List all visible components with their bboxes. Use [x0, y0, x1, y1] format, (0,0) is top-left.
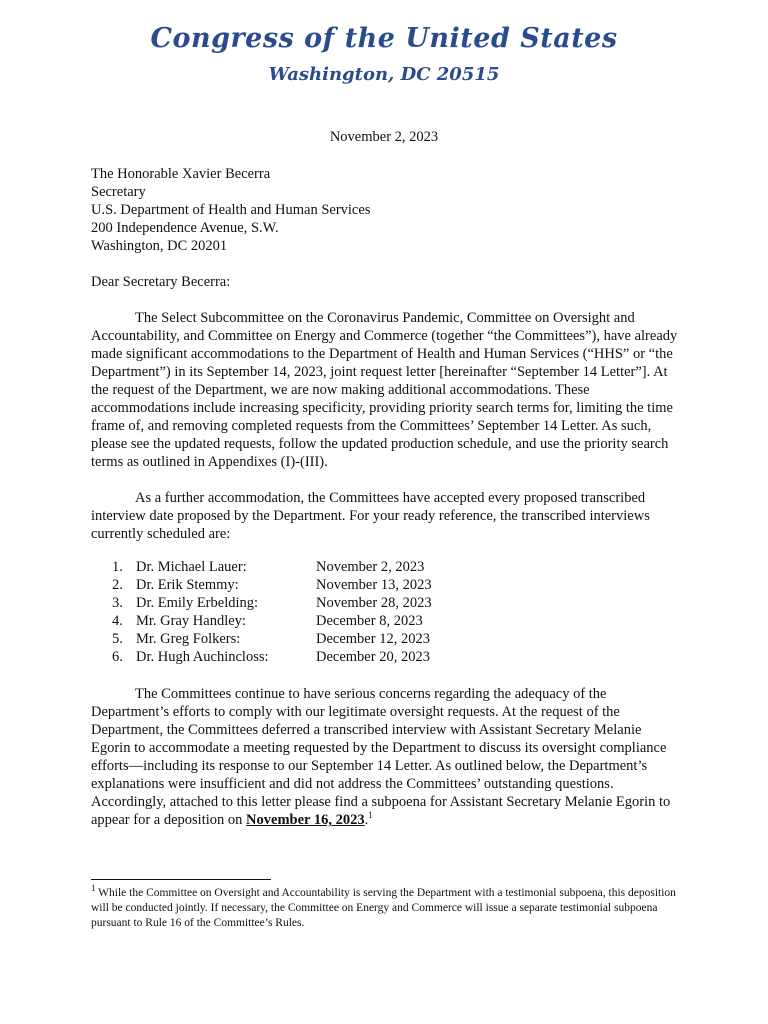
address-line: Washington, DC 20201	[91, 238, 228, 254]
deposition-date: November 16, 2023	[246, 812, 365, 828]
list-number: 2.	[112, 577, 123, 593]
footnote-text: While the Committee on Oversight and Accountability is serving the Department with a testimonial subpoena, this deposition will be conducted jointly. If necessary, the Committee on Energy and Commerce will issue a separate testimonial subpoena pursuant to Rule 16 of the Committee’s Rules.	[91, 887, 676, 929]
list-number: 3.	[112, 595, 123, 611]
interview-date: December 8, 2023	[316, 613, 423, 629]
list-number: 1.	[112, 559, 123, 575]
interview-date: November 28, 2023	[316, 595, 432, 611]
interviewee-name: Mr. Gray Handley:	[136, 613, 246, 629]
interviewee-name: Dr. Hugh Auchincloss:	[136, 649, 269, 665]
list-number: 5.	[112, 631, 123, 647]
list-item	[112, 594, 516, 612]
interviewee-name: Dr. Emily Erbelding:	[136, 595, 259, 611]
interview-list	[112, 558, 516, 666]
interview-date: November 2, 2023	[316, 559, 425, 575]
letterhead-subtitle: Washington, DC 20515	[268, 64, 500, 85]
footnote-reference: 1	[368, 810, 373, 821]
list-number: 4.	[112, 613, 123, 629]
recipient-address	[91, 165, 681, 255]
list-item	[112, 558, 516, 576]
letterhead-title: Congress of the United States	[150, 23, 618, 54]
address-line: 200 Independence Avenue, S.W.	[91, 220, 279, 236]
paragraph-subpoena	[91, 685, 681, 829]
sentence-end: .	[364, 812, 369, 828]
letterhead	[0, 18, 768, 90]
footnote	[91, 883, 681, 931]
address-line: Secretary	[91, 184, 146, 200]
paragraph-accommodations: The Select Subcommittee on the Coronavirus Pandemic, Committee on Oversight and Accountability, and Committee on Energy and Commerce (together “the Committees”), have already made significant accommodations to the Department of Health and Human Services (“HHS” or “the Department”) in its September 14, 2023, joint request letter [hereinafter “September 14 Letter”]. At the request of the Department, we are now making additional accommodations. These accommodations include increasing specificity, providing priority search terms for, limiting the time frame of, and removing completed requests from the Committees’ September 14 Letter. As such, please see the updated requests, follow the updated production schedule, and use the priority search terms as outlined in Appendixes (I)-(III).	[91, 310, 678, 470]
interviewee-name: Dr. Michael Lauer:	[136, 559, 247, 575]
salutation: Dear Secretary Becerra:	[91, 274, 231, 290]
subpoena-text: The Committees continue to have serious concerns regarding the adequacy of the Department’s efforts to comply with our legitimate oversight requests. At the request of the Department, the Committees deferred a transcribed interview with Assistant Secretary Melanie Egorin to accommodate a meeting requested by the Department to discuss its oversight compliance efforts—including its response to our September 14 Letter. As outlined below, the Department’s explanations were insufficient and did not address the Committees’ outstanding questions. Accordingly, attached to this letter please find a subpoena for Assistant Secretary Melanie Egorin to appear for a deposition on	[91, 686, 671, 828]
interviewee-name: Mr. Greg Folkers:	[136, 631, 241, 647]
interview-date: November 13, 2023	[316, 577, 432, 593]
address-line: The Honorable Xavier Becerra	[91, 166, 271, 182]
list-item	[112, 576, 516, 594]
paragraph-interviews-intro: As a further accommodation, the Committees have accepted every proposed transcribed interview date proposed by the Department. For your ready reference, the transcribed interviews currently scheduled are:	[91, 490, 650, 542]
letter-date: November 2, 2023	[329, 129, 439, 145]
interview-date: December 12, 2023	[316, 631, 430, 647]
footnote-marker: 1	[91, 883, 96, 894]
list-item	[112, 648, 516, 666]
interviewee-name: Dr. Erik Stemmy:	[136, 577, 239, 593]
interview-date: December 20, 2023	[316, 649, 430, 665]
address-line: U.S. Department of Health and Human Services	[91, 202, 371, 218]
list-item	[112, 612, 516, 630]
list-number: 6.	[112, 649, 123, 665]
footnote-divider	[91, 879, 271, 880]
list-item	[112, 630, 516, 648]
